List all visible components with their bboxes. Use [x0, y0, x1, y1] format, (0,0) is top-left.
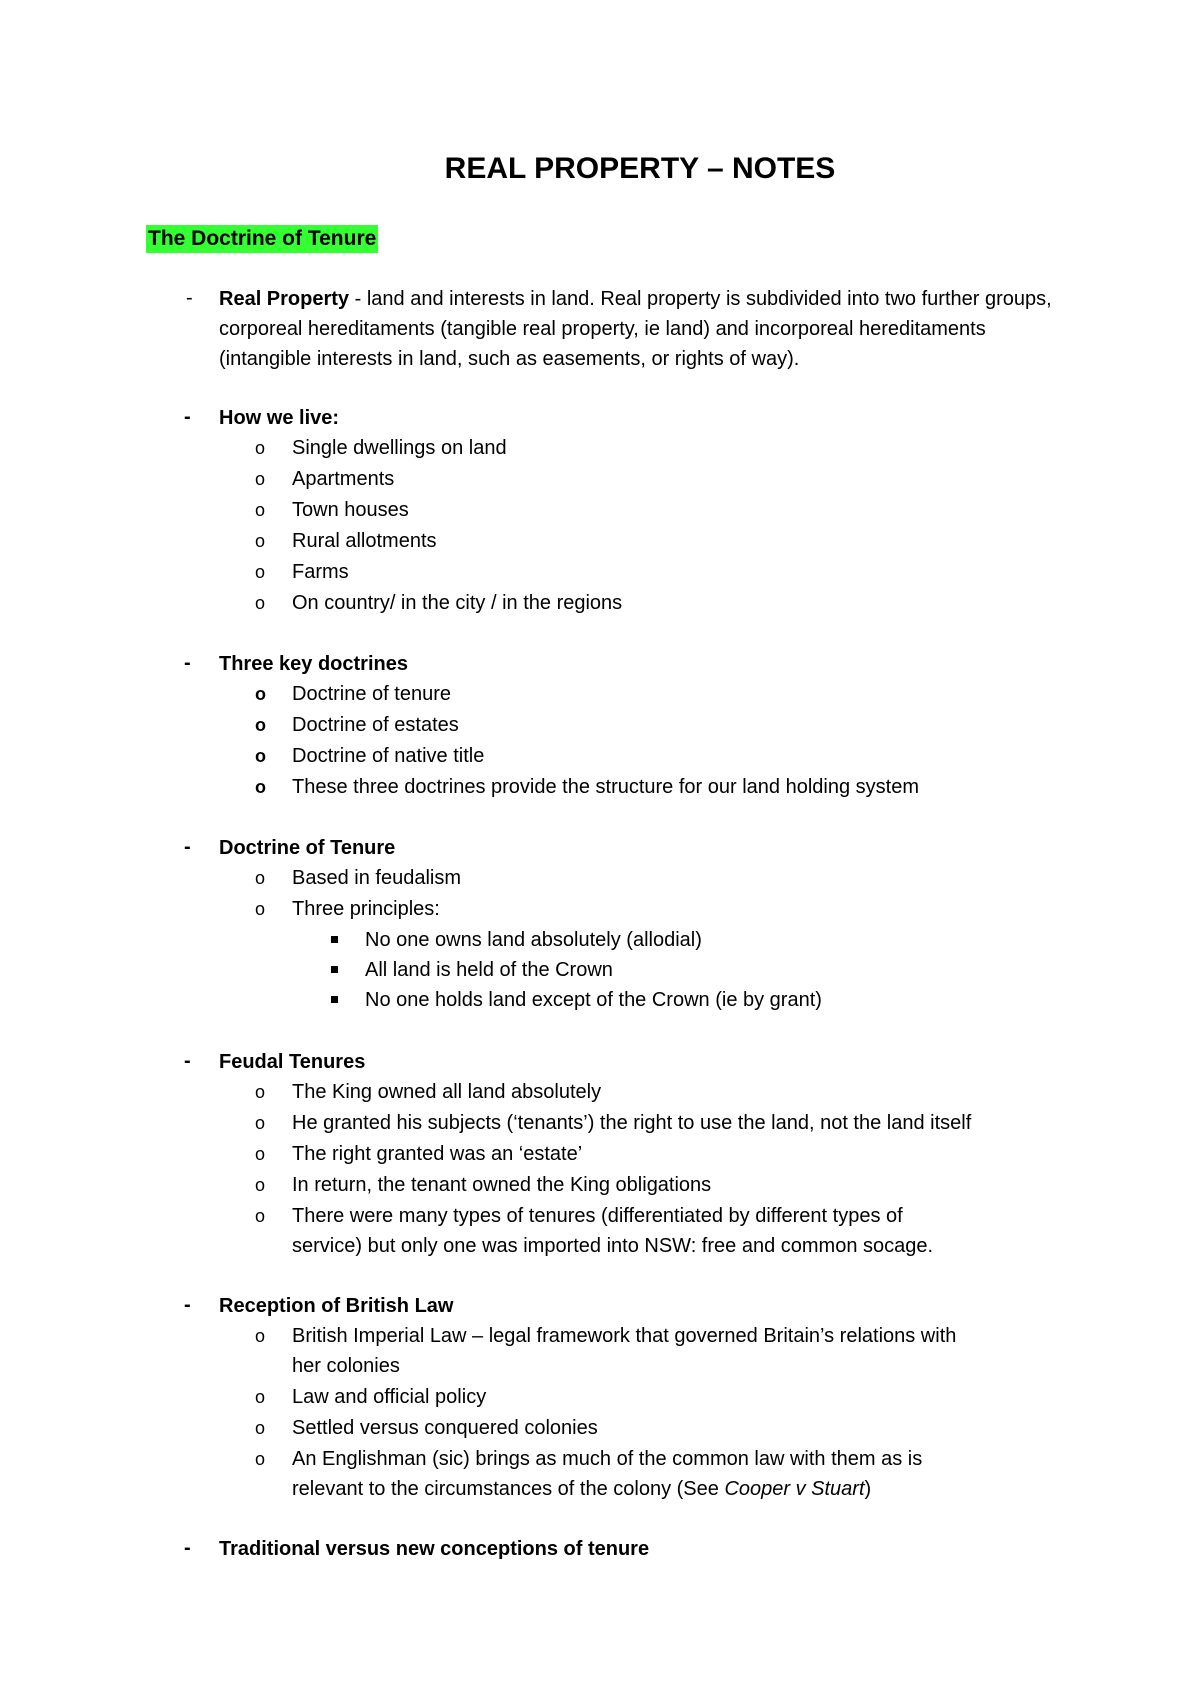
- square-bullet: [331, 996, 338, 1003]
- list-item: Town houses: [292, 499, 409, 521]
- list-item: An Englishman (sic) brings as much of the common law with them as is: [292, 1448, 923, 1470]
- circle-bullet: o: [255, 1418, 266, 1438]
- list-dash: -: [184, 836, 191, 858]
- circle-bullet: o: [255, 868, 266, 888]
- circle-bullet: o: [255, 1175, 266, 1195]
- list-item: He granted his subjects (‘tenants’) the right to use the land, not the land itself: [292, 1112, 972, 1134]
- principle-item: No one owns land absolutely (allodial): [365, 929, 702, 951]
- list-item: There were many types of tenures (differentiated by different types of: [292, 1205, 903, 1227]
- list-item: On country/ in the city / in the regions: [292, 592, 623, 614]
- list-dash: -: [184, 406, 191, 428]
- list-item: Law and official policy: [292, 1386, 487, 1408]
- three-doctrines-heading: Three key doctrines: [219, 653, 408, 675]
- principle-item: All land is held of the Crown: [365, 959, 613, 981]
- circle-bullet: o: [255, 684, 266, 704]
- circle-bullet: o: [255, 1326, 266, 1346]
- list-item: Based in feudalism: [292, 867, 461, 889]
- feudal-tenures-heading: Feudal Tenures: [219, 1051, 366, 1073]
- list-item: Single dwellings on land: [292, 437, 507, 459]
- case-name: Cooper v Stuart: [724, 1478, 865, 1500]
- square-bullet: [331, 966, 338, 973]
- list-item: These three doctrines provide the structure for our land holding system: [292, 776, 919, 798]
- list-item-continuation: her colonies: [292, 1355, 400, 1377]
- list-item: Settled versus conquered colonies: [292, 1417, 598, 1439]
- list-dash: -: [184, 652, 191, 674]
- doctrine-of-tenure-heading: Doctrine of Tenure: [219, 837, 396, 859]
- circle-bullet: o: [255, 500, 266, 520]
- circle-bullet: o: [255, 469, 266, 489]
- list-item: The right granted was an ‘estate’: [292, 1143, 583, 1165]
- real-property-paragraph: [219, 284, 1059, 374]
- list-item: Three principles:: [292, 898, 440, 920]
- reception-heading: Reception of British Law: [219, 1295, 454, 1317]
- list-dash: -: [184, 1537, 191, 1559]
- circle-bullet: o: [255, 1206, 266, 1226]
- circle-bullet: o: [255, 1113, 266, 1133]
- circle-bullet: o: [255, 593, 266, 613]
- list-item-text: relevant to the circumstances of the colony (See: [292, 1478, 725, 1500]
- list-item: Doctrine of estates: [292, 714, 459, 736]
- real-property-term: Real Property: [219, 288, 350, 310]
- how-we-live-heading: How we live:: [219, 407, 340, 429]
- circle-bullet: o: [255, 899, 266, 919]
- section-heading: [146, 225, 378, 253]
- section-heading-text: The Doctrine of Tenure: [148, 227, 377, 250]
- circle-bullet: o: [255, 777, 266, 797]
- circle-bullet: o: [255, 1449, 266, 1469]
- principle-item: No one holds land except of the Crown (ie by grant): [365, 989, 822, 1011]
- list-item: Doctrine of tenure: [292, 683, 451, 705]
- list-dash: -: [184, 1050, 191, 1072]
- list-item-continuation: [292, 1474, 871, 1504]
- list-dash: -: [184, 1294, 191, 1316]
- list-item: Apartments: [292, 468, 395, 490]
- square-bullet: [331, 936, 338, 943]
- list-dash: -: [186, 287, 193, 309]
- circle-bullet: o: [255, 438, 266, 458]
- circle-bullet: o: [255, 715, 266, 735]
- circle-bullet: o: [255, 1082, 266, 1102]
- list-item: Farms: [292, 561, 349, 583]
- list-item-text: ): [864, 1478, 872, 1500]
- circle-bullet: o: [255, 562, 266, 582]
- circle-bullet: o: [255, 746, 266, 766]
- list-item: Rural allotments: [292, 530, 437, 552]
- list-item: Doctrine of native title: [292, 745, 485, 767]
- list-item: British Imperial Law – legal framework that governed Britain’s relations with: [292, 1325, 957, 1347]
- traditional-heading: Traditional versus new conceptions of tenure: [219, 1538, 650, 1560]
- circle-bullet: o: [255, 1387, 266, 1407]
- page-title: REAL PROPERTY – NOTES: [444, 152, 836, 185]
- circle-bullet: o: [255, 1144, 266, 1164]
- list-item: The King owned all land absolutely: [292, 1081, 602, 1103]
- list-item: In return, the tenant owned the King obligations: [292, 1174, 712, 1196]
- circle-bullet: o: [255, 531, 266, 551]
- list-item-continuation: service) but only one was imported into NSW: free and common socage.: [292, 1235, 934, 1257]
- real-property-definition: - land and interests in land. Real property is subdivided into two further groups, corporeal hereditaments (tangible real property, ie land) and incorporeal hereditaments (intangible interests in land, such as easements, or rights of way).: [219, 288, 1052, 370]
